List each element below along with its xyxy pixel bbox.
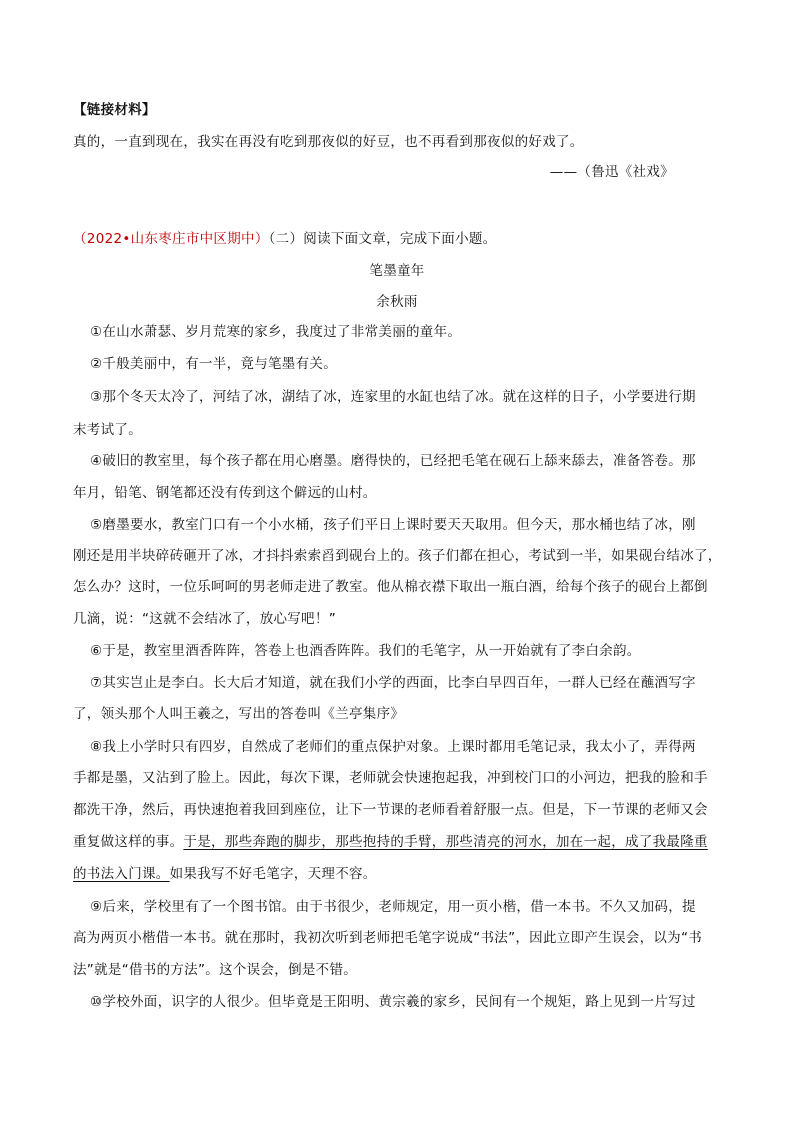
paragraph-line: 怎么办？这时，一位乐呵呵的男老师走进了教室。他从棉衣襟下取出一瓶白酒，给每个孩子的砚台上都倒 bbox=[73, 579, 708, 595]
link-material-heading: 【链接材料】 bbox=[73, 102, 156, 118]
paragraph-line: ⑥于是，教室里酒香阵阵，答卷上也酒香阵阵。我们的毛笔字，从一开始就有了李白余韵。 bbox=[90, 643, 641, 659]
paragraph-line: ④破旧的教室里，每个孩子都在用心磨墨。磨得快的，已经把毛笔在砚石上舔来舔去，准备答卷。那 bbox=[90, 453, 696, 469]
link-material-text: 真的，一直到现在，我实在再没有吃到那夜似的好豆，也不再看到那夜似的好戏了。 bbox=[73, 134, 584, 150]
paragraph-segment: 重复做这样的事。 bbox=[73, 834, 184, 850]
paragraph-line: 年月，铅笔、钢笔都还没有传到这个僻远的山村。 bbox=[73, 485, 377, 501]
paragraph-line: ⑩学校外面，识字的人很少。但毕竟是王阳明、黄宗羲的家乡，民间有一个规矩，路上见到一片写过 bbox=[90, 994, 696, 1010]
paragraph-line: ⑨后来，学校里有了一个图书馆。由于书很少，老师规定，用一页小楷，借一本书。不久又加码，提 bbox=[90, 899, 696, 915]
link-material-attribution: ——（鲁迅《社戏》 bbox=[549, 164, 674, 180]
paragraph-line: 几滴，说：“这就不会结冰了，放心写吧！” bbox=[73, 611, 336, 627]
paragraph-line: ⑦其实岂止是李白。长大后才知道，就在我们小学的西面，比李白早四百年，一群人已经在蘸酒写字 bbox=[90, 675, 696, 691]
paragraph-line: 了，领头那个人叫王羲之，写出的答卷叫《兰亭集序》 bbox=[73, 706, 405, 722]
paragraph-line bbox=[73, 865, 377, 883]
paragraph-line: 末考试了。 bbox=[73, 422, 142, 438]
underlined-sentence: 于是，那些奔跑的脚步，那些抱持的手臂，那些清亮的河水，加在一起，成了我最隆重 bbox=[183, 834, 708, 850]
paragraph-line: 高为两页小楷借一本书。就在那时，我初次听到老师把毛笔字说成“书法”，因此立即产生误会，以为“书 bbox=[73, 930, 703, 946]
paragraph-line: ③那个冬天太冷了，河结了冰，湖结了冰，连家里的水缸也结了冰。就在这样的日子，小学要进行期 bbox=[90, 389, 696, 405]
question-instruction: （二）阅读下面文章，完成下面小题。 bbox=[268, 231, 497, 247]
article-author: 余秋雨 bbox=[376, 294, 418, 310]
paragraph-line: 都洗干净，然后，再快速抱着我回到座位，让下一节课的老师看着舒服一点。但是，下一节课的老师又会 bbox=[73, 802, 708, 818]
paragraph-line: 刚还是用半块碎砖砸开了冰，才抖抖索索舀到砚台上的。孩子们都在担心，考试到一半，如果砚台结冰了， bbox=[73, 548, 722, 564]
paragraph-line: ②千般美丽中，有一半，竟与笔墨有关。 bbox=[90, 356, 338, 372]
question-source: （2022•山东枣庄市中区期中） bbox=[73, 231, 269, 247]
paragraph-segment: 如果我写不好毛笔字，天理不容。 bbox=[169, 866, 377, 882]
question-header bbox=[73, 230, 496, 248]
paragraph-line bbox=[73, 833, 708, 851]
paragraph-line: ⑤磨墨要水，教室门口有一个小水桶，孩子们平日上课时要天天取用。但今天，那水桶也结了冰，刚 bbox=[90, 517, 696, 533]
paragraph-line: 法”就是“借书的方法”。这个误会，倒是不错。 bbox=[73, 962, 358, 978]
paragraph-line: ⑧我上小学时只有四岁，自然成了老师们的重点保护对象。上课时都用毛笔记录，我太小了，弄得两 bbox=[90, 739, 696, 755]
underlined-sentence-end: 的书法入门课。 bbox=[73, 866, 170, 882]
article-title: 笔墨童年 bbox=[369, 263, 425, 279]
paragraph-line: 手都是墨，又沾到了脸上。因此，每次下课，老师就会快速抱起我，冲到校门口的小河边，把我的脸和手 bbox=[73, 770, 708, 786]
paragraph-line: ①在山水萧瑟、岁月荒寒的家乡，我度过了非常美丽的童年。 bbox=[90, 324, 462, 340]
